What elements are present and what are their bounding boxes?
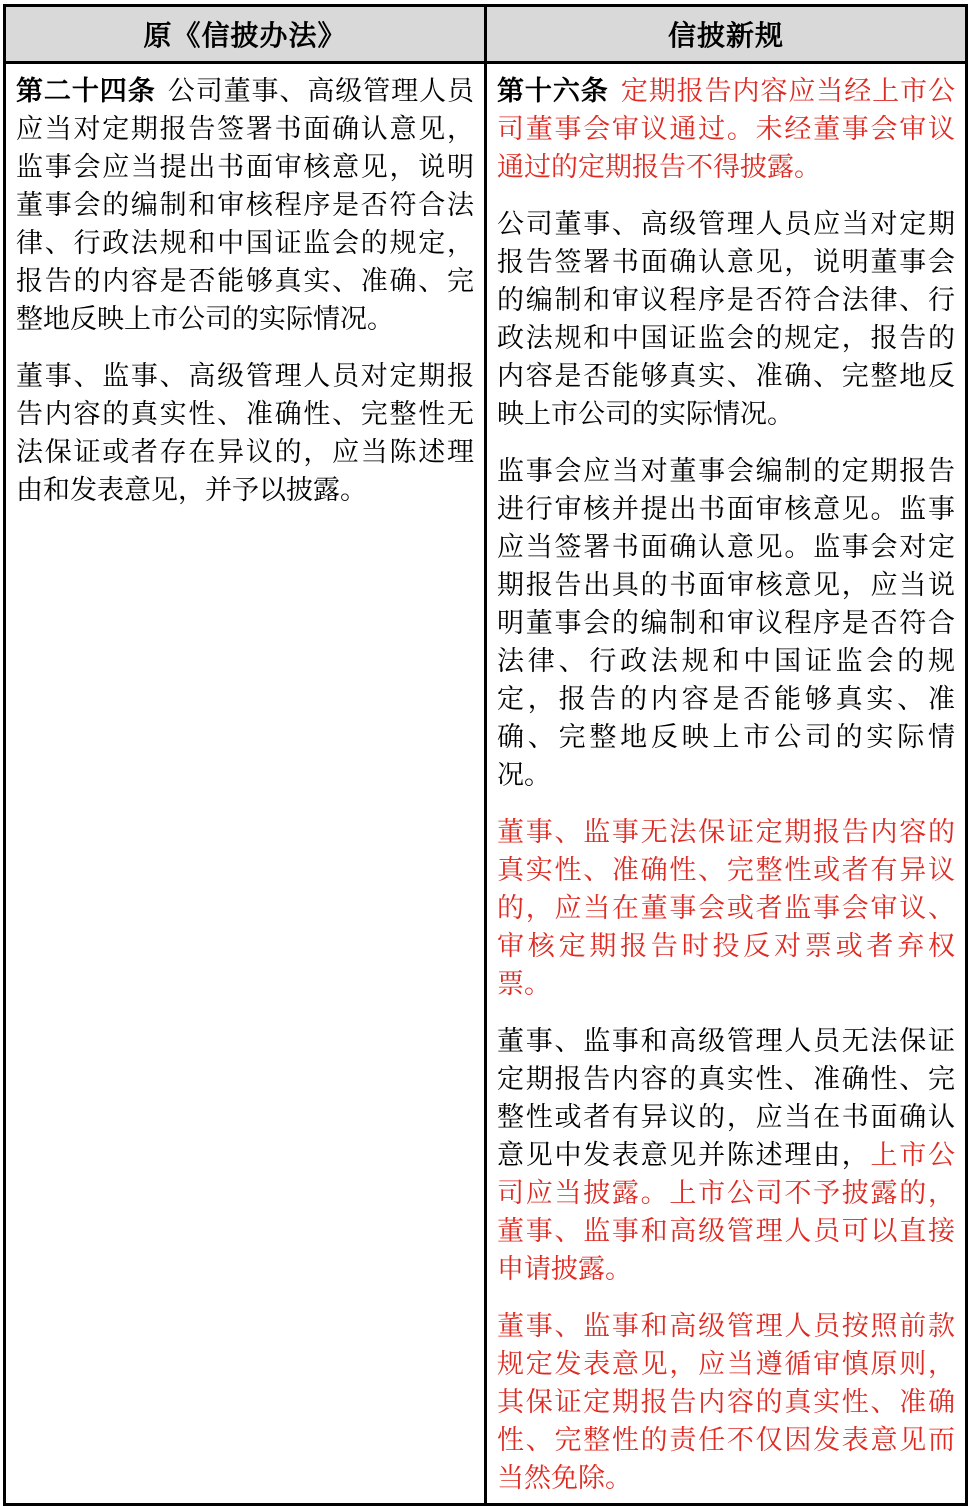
text-run: 董事、监事、高级管理人员对定期报告内容的真实性、准确性、完整性无法保证或者存在异议的，应当陈述理由和发表意见，并予以披露。 xyxy=(16,361,474,505)
rules-comparison-table xyxy=(3,4,968,1506)
text-run: 公司董事、高级管理人员应当对定期报告签署书面确认意见，说明董事会的编制和审议程序是否符合法律、行政法规和中国证监会的规定，报告的内容是否能够真实、准确、完整地反映上市公司的实际情况。 xyxy=(497,209,955,429)
old-rules-paragraph-2 xyxy=(16,357,474,509)
new-rules-paragraph-2 xyxy=(497,205,955,433)
article-number-16: 第十六条 xyxy=(497,76,609,106)
column-header-old-rules: 原《信披办法》 xyxy=(5,6,486,63)
table-body-row xyxy=(5,63,967,1505)
new-rules-paragraph-5 xyxy=(497,1022,955,1288)
new-rules-paragraph-1 xyxy=(497,72,955,186)
table-header-row xyxy=(5,6,967,63)
text-run-red: 董事、监事无法保证定期报告内容的真实性、准确性、完整性或者有异议的，应当在董事会或者监事会审议、审核定期报告时投反对票或者弃权票。 xyxy=(497,817,955,999)
new-rules-paragraph-3 xyxy=(497,452,955,794)
text-run-red: 董事、监事和高级管理人员按照前款规定发表意见，应当遵循审慎原则，其保证定期报告内容的真实性、准确性、完整性的责任不仅因发表意见而当然免除。 xyxy=(497,1311,955,1493)
new-rules-cell xyxy=(486,63,967,1505)
text-run: 监事会应当对董事会编制的定期报告进行审核并提出书面审核意见。监事应当签署书面确认意见。监事会对定期报告出具的书面审核意见，应当说明董事会的编制和审议程序是否符合法律、行政法规和中国证监会的规定，报告的内容是否能够真实、准确、完整地反映上市公司的实际情况。 xyxy=(497,456,955,790)
article-number-24: 第二十四条 xyxy=(16,76,156,106)
old-rules-cell xyxy=(5,63,486,1505)
new-rules-paragraph-6 xyxy=(497,1307,955,1497)
text-run-red: 定期报告内容应当经上市公司董事会审议通过。未经董事会审议通过的定期报告不得披露。 xyxy=(497,76,956,182)
text-run: 公司董事、高级管理人员应当对定期报告签署书面确认意见，监事会应当提出书面审核意见，说明董事会的编制和审核程序是否符合法律、行政法规和中国证监会的规定，报告的内容是否能够真实、准确、完整地反映上市公司的实际情况。 xyxy=(16,76,475,334)
text-run: 董事、监事和高级管理人员无法保证定期报告内容的真实性、准确性、完整性或者有异议的，应当在书面确认意见中发表意见并陈述理由， xyxy=(497,1026,955,1170)
column-header-new-rules: 信披新规 xyxy=(486,6,967,63)
new-rules-paragraph-4 xyxy=(497,813,955,1003)
text-run-red: 上市公司应当披露。上市公司不予披露的，董事、监事和高级管理人员可以直接申请披露。 xyxy=(497,1140,956,1284)
old-rules-paragraph-1 xyxy=(16,72,474,338)
